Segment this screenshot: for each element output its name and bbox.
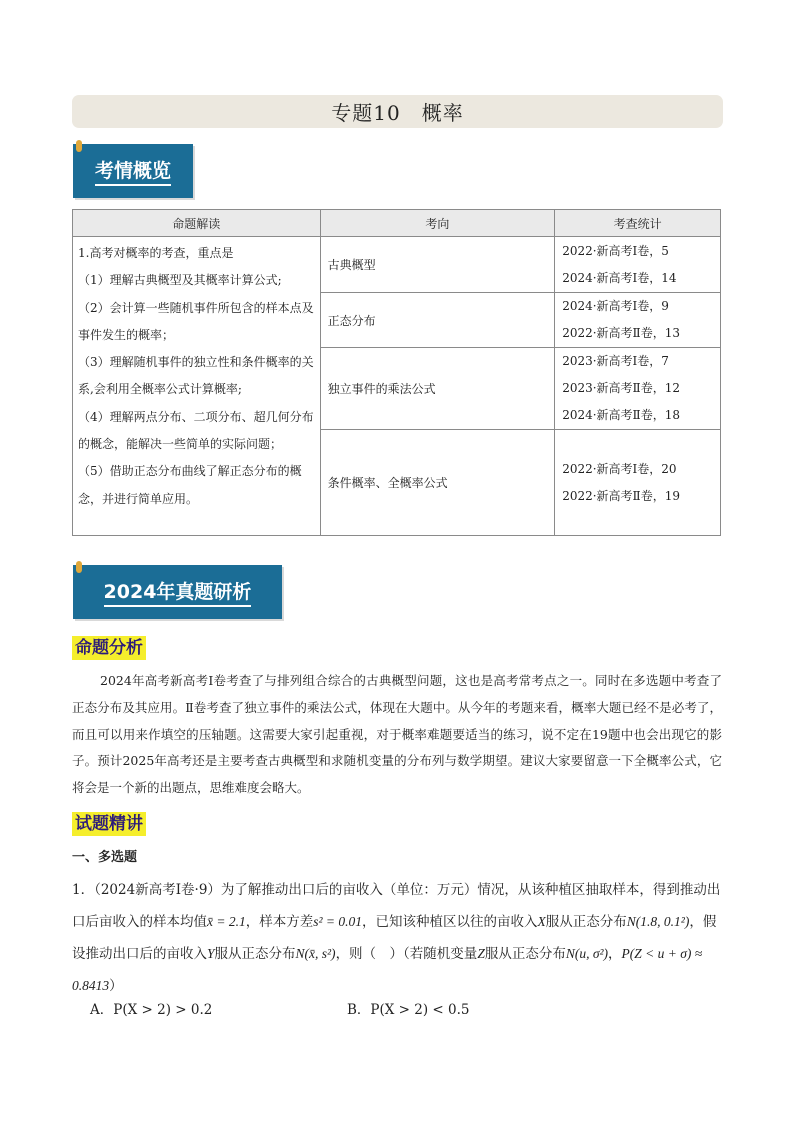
interp-line: （3）理解随机事件的独立性和条件概率的关系,会利用全概率公式计算概率; — [78, 355, 314, 397]
stat-item: 2024·新高考Ⅰ卷，9 — [562, 299, 669, 313]
interp-line: （4）理解两点分布、二项分布、超几何分布的概念，能解决一些简单的实际问题； — [78, 409, 314, 452]
q-mid: ，样本方差 — [245, 914, 314, 930]
page-title-bar — [72, 95, 723, 128]
overview-badge-label: 考情概览 — [95, 156, 171, 186]
q-prefix: 1．（2024新高考Ⅰ卷·9）为了解推动出口后的亩收入（单位：万元）情况，从该种植区抽取样本，得到推动出口后亩收入的样本均值 — [72, 882, 721, 930]
q-mid: ，假设推动出口后的亩收入 — [72, 914, 717, 962]
page-title: 专题10 概率 — [331, 101, 464, 125]
analysis-badge — [73, 565, 282, 619]
question-text — [72, 874, 724, 1002]
stats-cell — [555, 237, 721, 293]
multi-choice-heading: 一、多选题 — [72, 850, 138, 865]
q-var-y: Y — [207, 946, 215, 961]
header-stats: 考查统计 — [555, 210, 721, 237]
stat-item: 2023·新高考Ⅱ卷，12 — [562, 381, 680, 395]
topic-cell: 正态分布 — [320, 293, 555, 348]
stat-item: 2024·新高考Ⅱ卷，18 — [562, 408, 680, 422]
q-var-x: X — [537, 914, 546, 929]
badge-tab — [76, 561, 82, 573]
q-mean: x̄ = 2.1 — [207, 914, 246, 929]
header-interpretation: 命题解读 — [73, 210, 321, 237]
interp-line: （5）借助正态分布曲线了解正态分布的概念，并进行简单应用。 — [78, 464, 302, 506]
q-prob: P(Z < u + σ) ≈ 0.8413 — [72, 946, 703, 993]
analysis-tag: 命题分析 — [72, 636, 146, 660]
overview-badge — [73, 144, 193, 198]
q-mid: 服从正态分布 — [484, 946, 566, 962]
stat-item: 2022·新高考Ⅱ卷，13 — [562, 326, 680, 340]
topic-cell: 古典概型 — [320, 237, 555, 293]
interp-line: （2）会计算一些随机事件所包含的样本点及事件发生的概率； — [78, 300, 314, 342]
topic-cell: 独立事件的乘法公式 — [320, 348, 555, 430]
overview-table — [72, 209, 721, 536]
table-row — [73, 237, 721, 293]
q-var-z: Z — [477, 946, 485, 961]
interp-line: 1.高考对概率的考查，重点是 — [78, 246, 234, 260]
stat-item: 2022·新高考Ⅰ卷，20 — [562, 461, 677, 476]
interpretation-cell — [73, 237, 321, 536]
analysis-badge-label: 2024年真题研析 — [104, 577, 252, 607]
topic-cell: 条件概率、全概率公式 — [320, 430, 555, 536]
option-a[interactable]: A．P(X > 2) > 0.2 — [90, 1002, 213, 1018]
q-dist: N(x̄, s²) — [295, 946, 336, 961]
q-mid: ， — [608, 946, 622, 962]
q-dist: N(1.8, 0.1²) — [626, 914, 690, 929]
q-end: ） — [109, 978, 123, 994]
exam-tag: 试题精讲 — [72, 812, 146, 836]
q-mid: 服从正态分布 — [545, 914, 627, 930]
option-b[interactable]: B．P(X > 2) < 0.5 — [347, 1002, 470, 1018]
stat-item: 2024·新高考Ⅰ卷，14 — [562, 270, 677, 285]
header-topic: 考向 — [320, 210, 555, 237]
stat-item: 2023·新高考Ⅰ卷，7 — [562, 354, 669, 368]
table-header-row — [73, 210, 721, 237]
stat-item: 2022·新高考Ⅰ卷，5 — [562, 243, 669, 258]
q-variance: s² = 0.01 — [313, 914, 363, 929]
interp-line: （1）理解古典概型及其概率计算公式; — [78, 273, 282, 288]
stats-cell — [555, 430, 721, 536]
stat-item: 2022·新高考Ⅱ卷，19 — [562, 488, 680, 503]
stats-cell — [555, 348, 721, 430]
analysis-paragraph: 2024年高考新高考Ⅰ卷考查了与排列组合综合的古典概型问题，这也是高考常考点之一。同时在多选题中考查了正态分布及其应用。Ⅱ卷考查了独立事件的乘法公式，体现在大题中。从今年的考题来看，概率大题已经不是必考了，而且可以用来作填空的压轴题。这需要大家引起重视，对于概率难题要适当的练习，说不定在19题中也会出现它的影子。预计2025年高考还是主要考查古典概型和求随机变量的分布列与数学期望。建议大家要留意一下全概率公式，它将会是一个新的出题点，思维难度会略大。 — [72, 673, 722, 796]
q-mid: ，已知该种植区以往的亩收入 — [362, 914, 538, 930]
badge-tab — [76, 140, 82, 152]
q-mid: 服从正态分布 — [214, 946, 296, 962]
q-dist: N(u, σ²) — [565, 946, 609, 961]
stats-cell — [555, 293, 721, 348]
q-mid: ，则（ ）（若随机变量 — [335, 946, 478, 962]
